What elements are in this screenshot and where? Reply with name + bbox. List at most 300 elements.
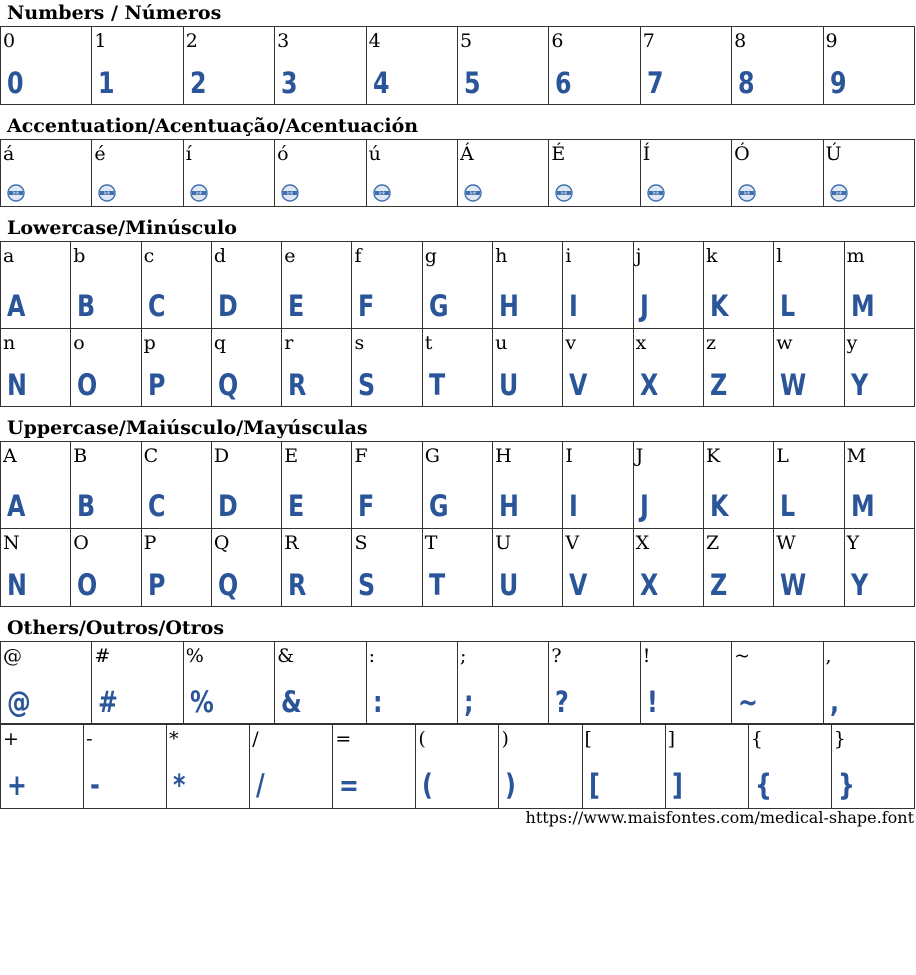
uppercase-table [0,441,915,607]
glyph-cell [549,642,640,724]
others-table-2 [0,724,915,809]
glyph-cell [211,329,281,407]
glyph-label: s [354,332,365,354]
glyph-sample: X [639,568,659,602]
missing-glyph-badge-icon [190,184,208,202]
glyph-cell [141,329,211,407]
glyph-sample: H [499,289,519,323]
glyph-label: h [495,245,508,267]
glyph-label: ? [551,645,562,667]
section-title-numbers: Numbers / Números [7,2,222,24]
glyph-cell [563,329,633,407]
glyph-cell [333,725,416,809]
glyph-sample: 3 [281,66,298,100]
glyph-label: - [86,728,93,750]
glyph-label: i [565,245,572,267]
glyph-label: 8 [734,30,747,52]
others-table-1 [0,641,915,724]
glyph-label: w [776,332,793,354]
glyph-cell [141,442,211,529]
glyph-sample: G [428,289,449,323]
lowercase-table [0,241,915,407]
glyph-cell [665,725,748,809]
glyph-sample: [ [588,768,600,802]
glyph-cell [250,725,333,809]
glyph-label: A [3,445,17,467]
glyph-label: x [635,332,647,354]
glyph-cell [275,642,366,724]
glyph-label: k [705,245,718,267]
glyph-cell [183,140,274,207]
glyph-cell [493,242,563,329]
glyph-label: É [551,143,566,165]
glyph-sample: G [428,489,449,523]
glyph-sample: B [77,489,96,523]
glyph-label: d [213,245,227,267]
glyph-sample: S [358,368,376,402]
glyph-sample: = [339,768,360,802]
glyph-sample: , [829,685,839,719]
glyph-label: ( [418,728,426,750]
glyph-label: m [846,245,865,267]
missing-glyph-badge-icon [738,184,756,202]
missing-glyph-badge-icon [7,184,25,202]
glyph-cell [831,725,914,809]
glyph-label: P [143,532,157,554]
glyph-cell [703,242,773,329]
section-title-uppercase: Uppercase/Maiúsculo/Mayúsculas [7,417,368,439]
glyph-sample: Y [850,568,868,602]
glyph-cell [71,529,141,607]
glyph-cell [366,642,457,724]
glyph-cell [732,642,823,724]
glyph-cell [640,27,731,105]
glyph-cell [422,329,492,407]
glyph-cell [499,725,582,809]
glyph-sample: ( [422,768,434,802]
glyph-sample: C [147,489,166,523]
glyph-cell [823,140,914,207]
glyph-cell [141,529,211,607]
glyph-label: T [424,532,438,554]
glyph-cell [774,242,844,329]
glyph-cell [352,529,422,607]
glyph-label: R [284,532,299,554]
glyph-sample: V [569,568,588,602]
glyph-label: 4 [368,30,381,52]
svg-text:Ink: Ink [104,190,111,196]
glyph-cell [352,242,422,329]
glyph-label: Ú [825,143,842,165]
glyph-sample: P [147,568,166,602]
glyph-sample: N [7,368,27,402]
glyph-sample: K [709,289,729,323]
glyph-label: 9 [825,30,838,52]
glyph-label: O [73,532,89,554]
glyph-sample: % [189,685,214,719]
glyph-sample: S [358,568,376,602]
glyph-sample: Y [850,368,868,402]
glyph-label: c [143,245,155,267]
glyph-sample: Q [217,368,239,402]
glyph-label: Q [213,532,230,554]
glyph-sample: / [256,768,265,802]
glyph-label: r [284,332,294,354]
glyph-cell [211,529,281,607]
glyph-label: % [185,645,204,667]
glyph-label: Ó [734,143,750,165]
glyph-label: y [846,332,858,354]
glyph-cell [703,442,773,529]
numbers-table [0,26,915,105]
glyph-cell [549,27,640,105]
section-title-others: Others/Outros/Otros [7,617,225,639]
glyph-sample: P [147,368,166,402]
glyph-label: C [143,445,159,467]
glyph-label: n [3,332,16,354]
glyph-sample: D [217,289,238,323]
glyph-cell [422,242,492,329]
svg-text:Ink: Ink [12,190,20,196]
glyph-sample: } [837,768,855,802]
missing-glyph-badge-icon [373,184,391,202]
glyph-label: u [495,332,508,354]
glyph-cell [92,642,183,724]
glyph-label: l [776,245,783,267]
glyph-cell [493,529,563,607]
glyph-cell [1,27,92,105]
glyph-sample: D [217,489,238,523]
glyph-label: ; [459,645,467,667]
glyph-label: J [635,445,644,467]
glyph-label: Y [846,532,860,554]
svg-text:Ink: Ink [835,190,842,196]
glyph-label: S [354,532,368,554]
glyph-cell [282,442,352,529]
glyph-label: L [776,445,789,467]
glyph-label: F [354,445,368,467]
glyph-cell [183,642,274,724]
glyph-cell [1,725,84,809]
glyph-sample: L [780,489,796,523]
accents-table [0,139,915,207]
glyph-cell [844,242,914,329]
glyph-cell [211,242,281,329]
glyph-cell [1,242,71,329]
glyph-cell [282,329,352,407]
glyph-cell [844,329,914,407]
glyph-cell [774,442,844,529]
glyph-sample: + [7,768,27,802]
glyph-label: 2 [185,30,198,52]
glyph-cell [732,140,823,207]
glyph-cell [141,242,211,329]
glyph-label: = [335,728,352,750]
glyph-sample: K [709,489,729,523]
glyph-cell [84,725,167,809]
glyph-label: H [495,445,512,467]
glyph-sample: Z [709,368,728,402]
glyph-label: V [565,532,580,554]
glyph-cell [549,140,640,207]
glyph-cell [422,442,492,529]
glyph-cell [748,725,831,809]
glyph-label: 1 [94,30,107,52]
missing-glyph-badge-icon [830,184,848,202]
glyph-sample: @ [7,685,31,719]
glyph-cell [352,329,422,407]
glyph-sample: ! [646,685,658,719]
glyph-label: / [252,728,259,750]
glyph-label: K [705,445,721,467]
glyph-label: q [213,332,227,354]
glyph-sample: 2 [189,66,207,100]
glyph-cell [582,725,665,809]
glyph-label: b [73,245,86,267]
glyph-cell [493,442,563,529]
glyph-cell [457,140,548,207]
glyph-cell [844,529,914,607]
glyph-label: Í [642,143,651,165]
glyph-sample: O [77,368,98,402]
glyph-label: 6 [551,30,564,52]
glyph-label: } [833,728,846,750]
glyph-cell [352,442,422,529]
glyph-cell [640,140,731,207]
glyph-sample: W [780,368,807,402]
glyph-sample: 8 [738,66,755,100]
missing-glyph-badge-icon [647,184,665,202]
glyph-label: : [368,645,375,667]
glyph-sample: F [358,289,375,323]
glyph-label: z [705,332,716,354]
glyph-label: e [284,245,296,267]
glyph-label: é [94,143,106,165]
glyph-cell [563,529,633,607]
glyph-label: ú [368,143,381,165]
glyph-label: t [424,332,433,354]
glyph-label: Á [459,143,474,165]
glyph-label: ] [667,728,676,750]
glyph-label: ~ [734,645,751,667]
glyph-cell [633,329,703,407]
glyph-sample: 7 [646,66,664,100]
glyph-cell [493,329,563,407]
glyph-label: p [143,332,156,354]
glyph-label: U [495,532,512,554]
glyph-sample: J [639,489,649,523]
glyph-cell [282,242,352,329]
glyph-label: E [284,445,299,467]
glyph-cell [416,725,499,809]
glyph-cell [774,529,844,607]
glyph-cell [366,27,457,105]
glyph-sample: 4 [372,66,390,100]
section-title-lowercase: Lowercase/Minúsculo [7,217,237,239]
glyph-sample: # [98,685,119,719]
glyph-sample: : [372,685,383,719]
glyph-cell [183,27,274,105]
glyph-sample: 0 [7,66,24,100]
glyph-cell [211,442,281,529]
glyph-cell [563,442,633,529]
glyph-sample: U [499,568,519,602]
svg-text:Ink: Ink [652,190,659,196]
glyph-label: ) [501,728,509,750]
glyph-cell [844,442,914,529]
glyph-cell [1,329,71,407]
missing-glyph-badge-icon [281,184,299,202]
glyph-cell [422,529,492,607]
glyph-cell [1,529,71,607]
svg-text:Ink: Ink [469,190,476,196]
glyph-sample: H [499,489,519,523]
glyph-label: N [3,532,20,554]
glyph-label: Z [705,532,720,554]
glyph-sample: X [639,368,659,402]
glyph-sample: T [428,368,446,402]
glyph-label: I [565,445,573,467]
glyph-label: * [169,728,179,750]
glyph-sample: 5 [463,66,481,100]
missing-glyph-badge-icon [555,184,573,202]
glyph-label: g [424,245,437,267]
glyph-sample: A [7,489,26,523]
glyph-cell [823,642,914,724]
glyph-cell [71,442,141,529]
glyph-cell [275,27,366,105]
glyph-sample: E [288,289,305,323]
glyph-label: G [424,445,440,467]
glyph-sample: C [147,289,166,323]
glyph-sample: B [77,289,96,323]
glyph-sample: T [428,568,446,602]
glyph-sample: E [288,489,305,523]
glyph-label: & [277,645,295,667]
glyph-label: X [635,532,650,554]
glyph-label: v [565,332,577,354]
missing-glyph-badge-icon [98,184,116,202]
glyph-cell [92,140,183,207]
glyph-cell [71,329,141,407]
glyph-cell [1,642,92,724]
svg-text:Ink: Ink [287,190,294,196]
glyph-cell [92,27,183,105]
missing-glyph-badge-icon [464,184,482,202]
glyph-sample: J [639,289,649,323]
svg-text:Ink: Ink [744,190,751,196]
glyph-label: f [354,245,362,267]
glyph-sample: M [850,289,875,323]
glyph-label: o [73,332,85,354]
glyph-cell [275,140,366,207]
glyph-label: a [3,245,15,267]
glyph-cell [823,27,914,105]
glyph-sample: I [569,289,579,323]
glyph-label: 7 [642,30,655,52]
glyph-sample: R [288,368,307,402]
glyph-label: [ [584,728,592,750]
glyph-sample: U [499,368,519,402]
glyph-sample: ] [671,768,683,802]
glyph-label: B [73,445,88,467]
glyph-cell [732,27,823,105]
glyph-label: 3 [277,30,290,52]
glyph-sample: M [850,489,875,523]
glyph-label: í [185,143,192,165]
glyph-cell [366,140,457,207]
svg-text:Ink: Ink [195,190,202,196]
glyph-cell [633,529,703,607]
glyph-sample: N [7,568,27,602]
glyph-sample: 9 [829,66,847,100]
glyph-sample: ) [505,768,517,802]
glyph-label: M [846,445,867,467]
glyph-sample: & [281,685,302,719]
glyph-cell [633,242,703,329]
glyph-label: , [825,645,832,667]
glyph-sample: I [569,489,579,523]
glyph-sample: L [780,289,796,323]
glyph-sample: W [780,568,807,602]
glyph-label: # [94,645,111,667]
glyph-cell [167,725,250,809]
glyph-label: D [213,445,230,467]
glyph-sample: * [173,768,186,802]
glyph-label: 0 [3,30,16,52]
glyph-sample: ? [555,685,570,719]
glyph-cell [457,27,548,105]
glyph-label: @ [3,645,22,667]
glyph-cell [1,140,92,207]
glyph-label: á [3,143,15,165]
glyph-label: 5 [459,30,473,52]
glyph-sample: 1 [98,66,115,100]
svg-text:Ink: Ink [561,190,568,196]
glyph-cell [563,242,633,329]
glyph-sample: R [288,568,307,602]
glyph-sample: ~ [738,685,759,719]
glyph-cell [457,642,548,724]
glyph-sample: V [569,368,588,402]
glyph-cell [703,529,773,607]
glyph-cell [71,242,141,329]
svg-text:Ink: Ink [378,190,385,196]
glyph-cell [640,642,731,724]
glyph-cell [774,329,844,407]
glyph-cell [703,329,773,407]
glyph-sample: F [358,489,375,523]
glyph-sample: { [754,768,772,802]
glyph-sample: - [90,768,100,802]
glyph-label: j [635,245,642,267]
glyph-sample: A [7,289,26,323]
glyph-sample: ; [463,685,474,719]
section-title-accents: Accentuation/Acentuação/Acentuación [7,115,419,137]
glyph-label: + [3,728,19,750]
glyph-cell [1,442,71,529]
source-url: https://www.maisfontes.com/medical-shape.font [525,808,914,827]
glyph-cell [282,529,352,607]
glyph-sample: 6 [555,66,572,100]
glyph-label: ! [642,645,651,667]
glyph-label: ó [277,143,289,165]
glyph-cell [633,442,703,529]
glyph-sample: Z [709,568,728,602]
glyph-label: { [750,728,763,750]
glyph-sample: Q [217,568,239,602]
glyph-sample: O [77,568,98,602]
